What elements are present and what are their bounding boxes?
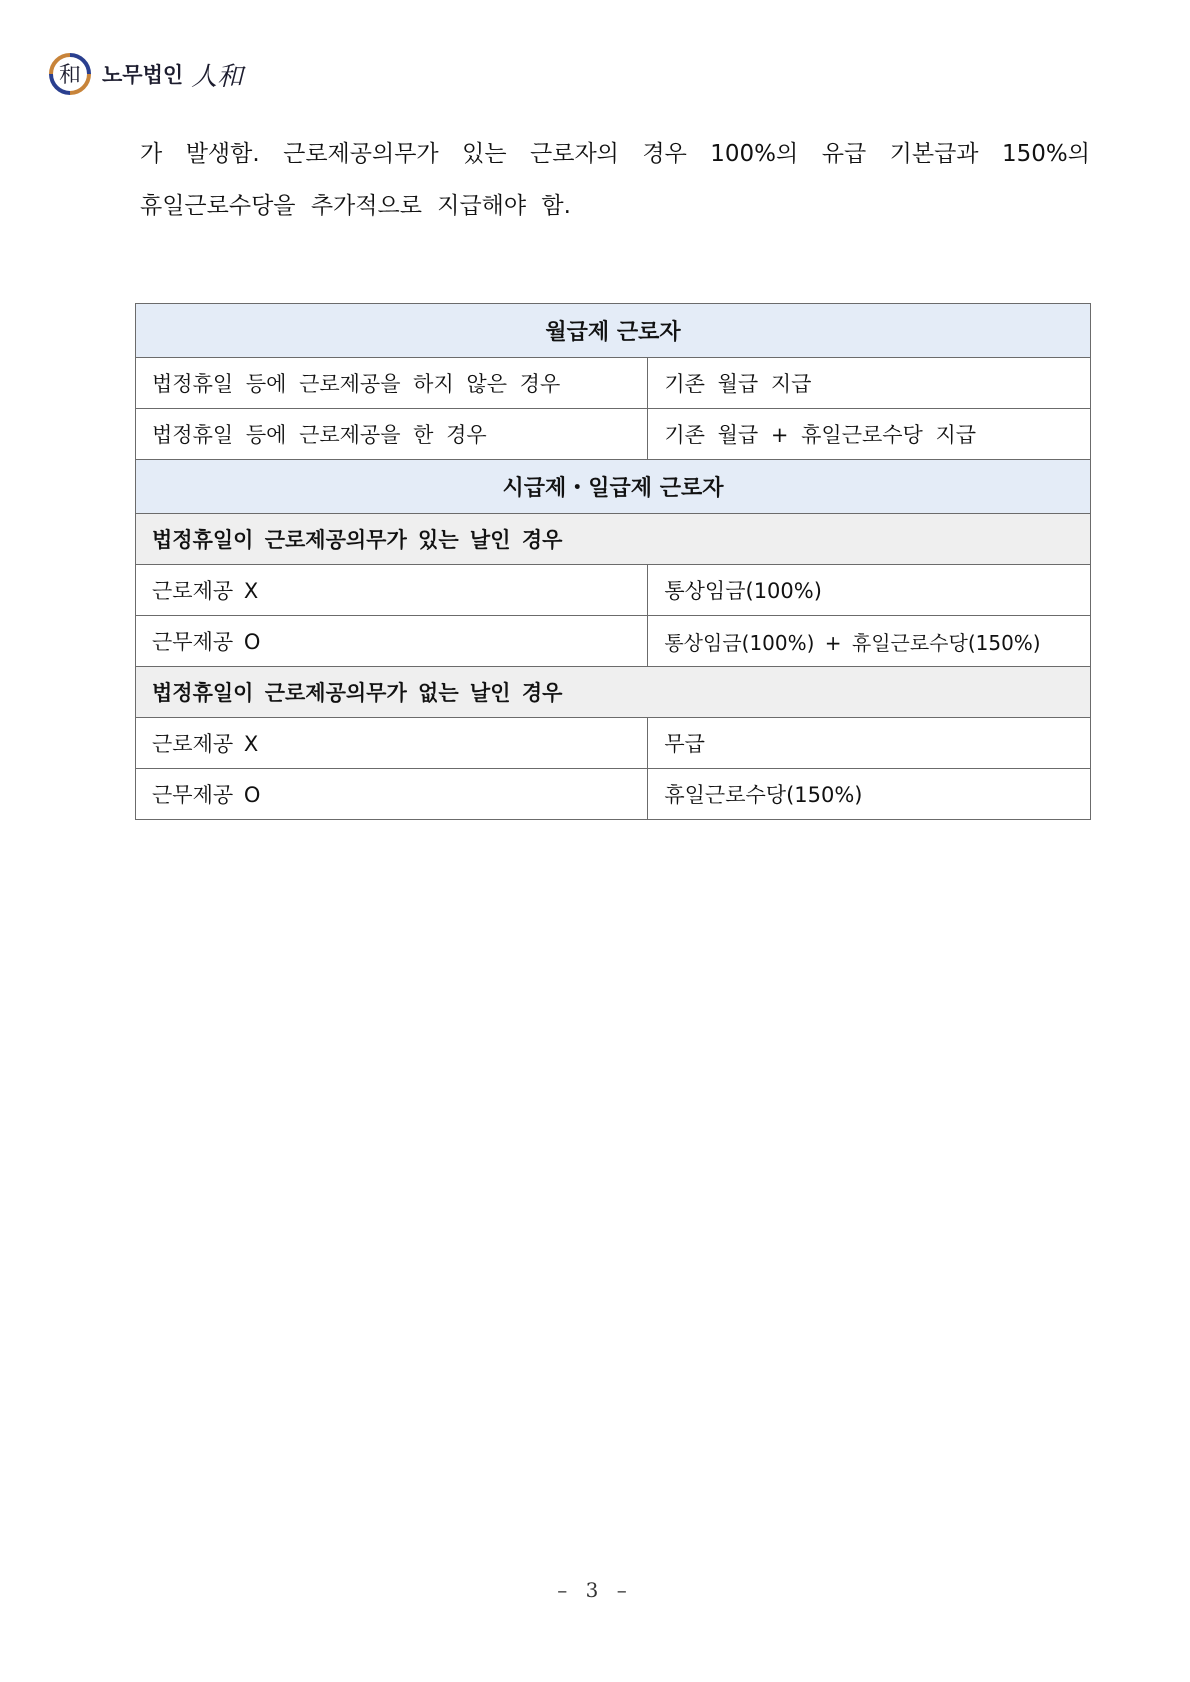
section-heading-monthly: 월급제 근로자 (136, 304, 1091, 358)
subgroup-label: 법정휴일이 근로제공의무가 없는 날인 경우 (136, 667, 1091, 718)
page-number: – 3 – (557, 1578, 633, 1602)
pay-cell: 기존 월급 + 휴일근로수당 지급 (648, 409, 1091, 460)
table-row (136, 769, 1091, 820)
condition-cell: 법정휴일 등에 근로제공을 한 경우 (136, 409, 648, 460)
svg-text:和: 和 (58, 63, 82, 88)
subgroup-header-row (136, 667, 1091, 718)
word: 기본급과 (889, 141, 979, 167)
body-paragraph (140, 128, 1090, 232)
pay-cell: 무급 (648, 718, 1091, 769)
letterhead (48, 50, 243, 98)
paragraph-line-2: 휴일근로수당을 추가적으로 지급해야 함. (140, 193, 571, 219)
condition-cell: 근로제공 X (136, 718, 648, 769)
pay-cell: 통상임금(100%) (648, 565, 1091, 616)
pay-cell: 기존 월급 지급 (648, 358, 1091, 409)
firm-name: 노무법인 (102, 63, 184, 87)
section-heading-hourly: 시급제・일급제 근로자 (136, 460, 1091, 514)
pay-cell: 휴일근로수당(150%) (648, 769, 1091, 820)
firm-logo-icon (48, 52, 92, 96)
condition-cell: 근무제공 O (136, 616, 648, 667)
word: 150%의 (1001, 141, 1090, 167)
word: 경우 (642, 141, 687, 167)
subgroup-label: 법정휴일이 근로제공의무가 있는 날인 경우 (136, 514, 1091, 565)
table-row (136, 358, 1091, 409)
condition-cell: 법정휴일 등에 근로제공을 하지 않은 경우 (136, 358, 648, 409)
condition-cell: 근로제공 X (136, 565, 648, 616)
word: 유급 (821, 141, 867, 167)
table-row (136, 565, 1091, 616)
table-row (136, 718, 1091, 769)
condition-cell: 근무제공 O (136, 769, 648, 820)
paragraph-line-1 (140, 128, 1090, 180)
word: 근로자의 (530, 141, 619, 167)
word: 발생함. (185, 141, 260, 167)
word: 있는 (462, 141, 507, 167)
word: 가 (140, 141, 163, 167)
word: 100%의 (710, 141, 799, 167)
wage-table (135, 303, 1091, 820)
section-header-row (136, 460, 1091, 514)
table-row (136, 616, 1091, 667)
pay-cell: 통상임금(100%) + 휴일근로수당(150%) (648, 616, 1091, 667)
subgroup-header-row (136, 514, 1091, 565)
word: 근로제공의무가 (283, 141, 439, 167)
firm-name-hanja: 人和 (191, 61, 244, 92)
section-header-row (136, 304, 1091, 358)
table-row (136, 409, 1091, 460)
